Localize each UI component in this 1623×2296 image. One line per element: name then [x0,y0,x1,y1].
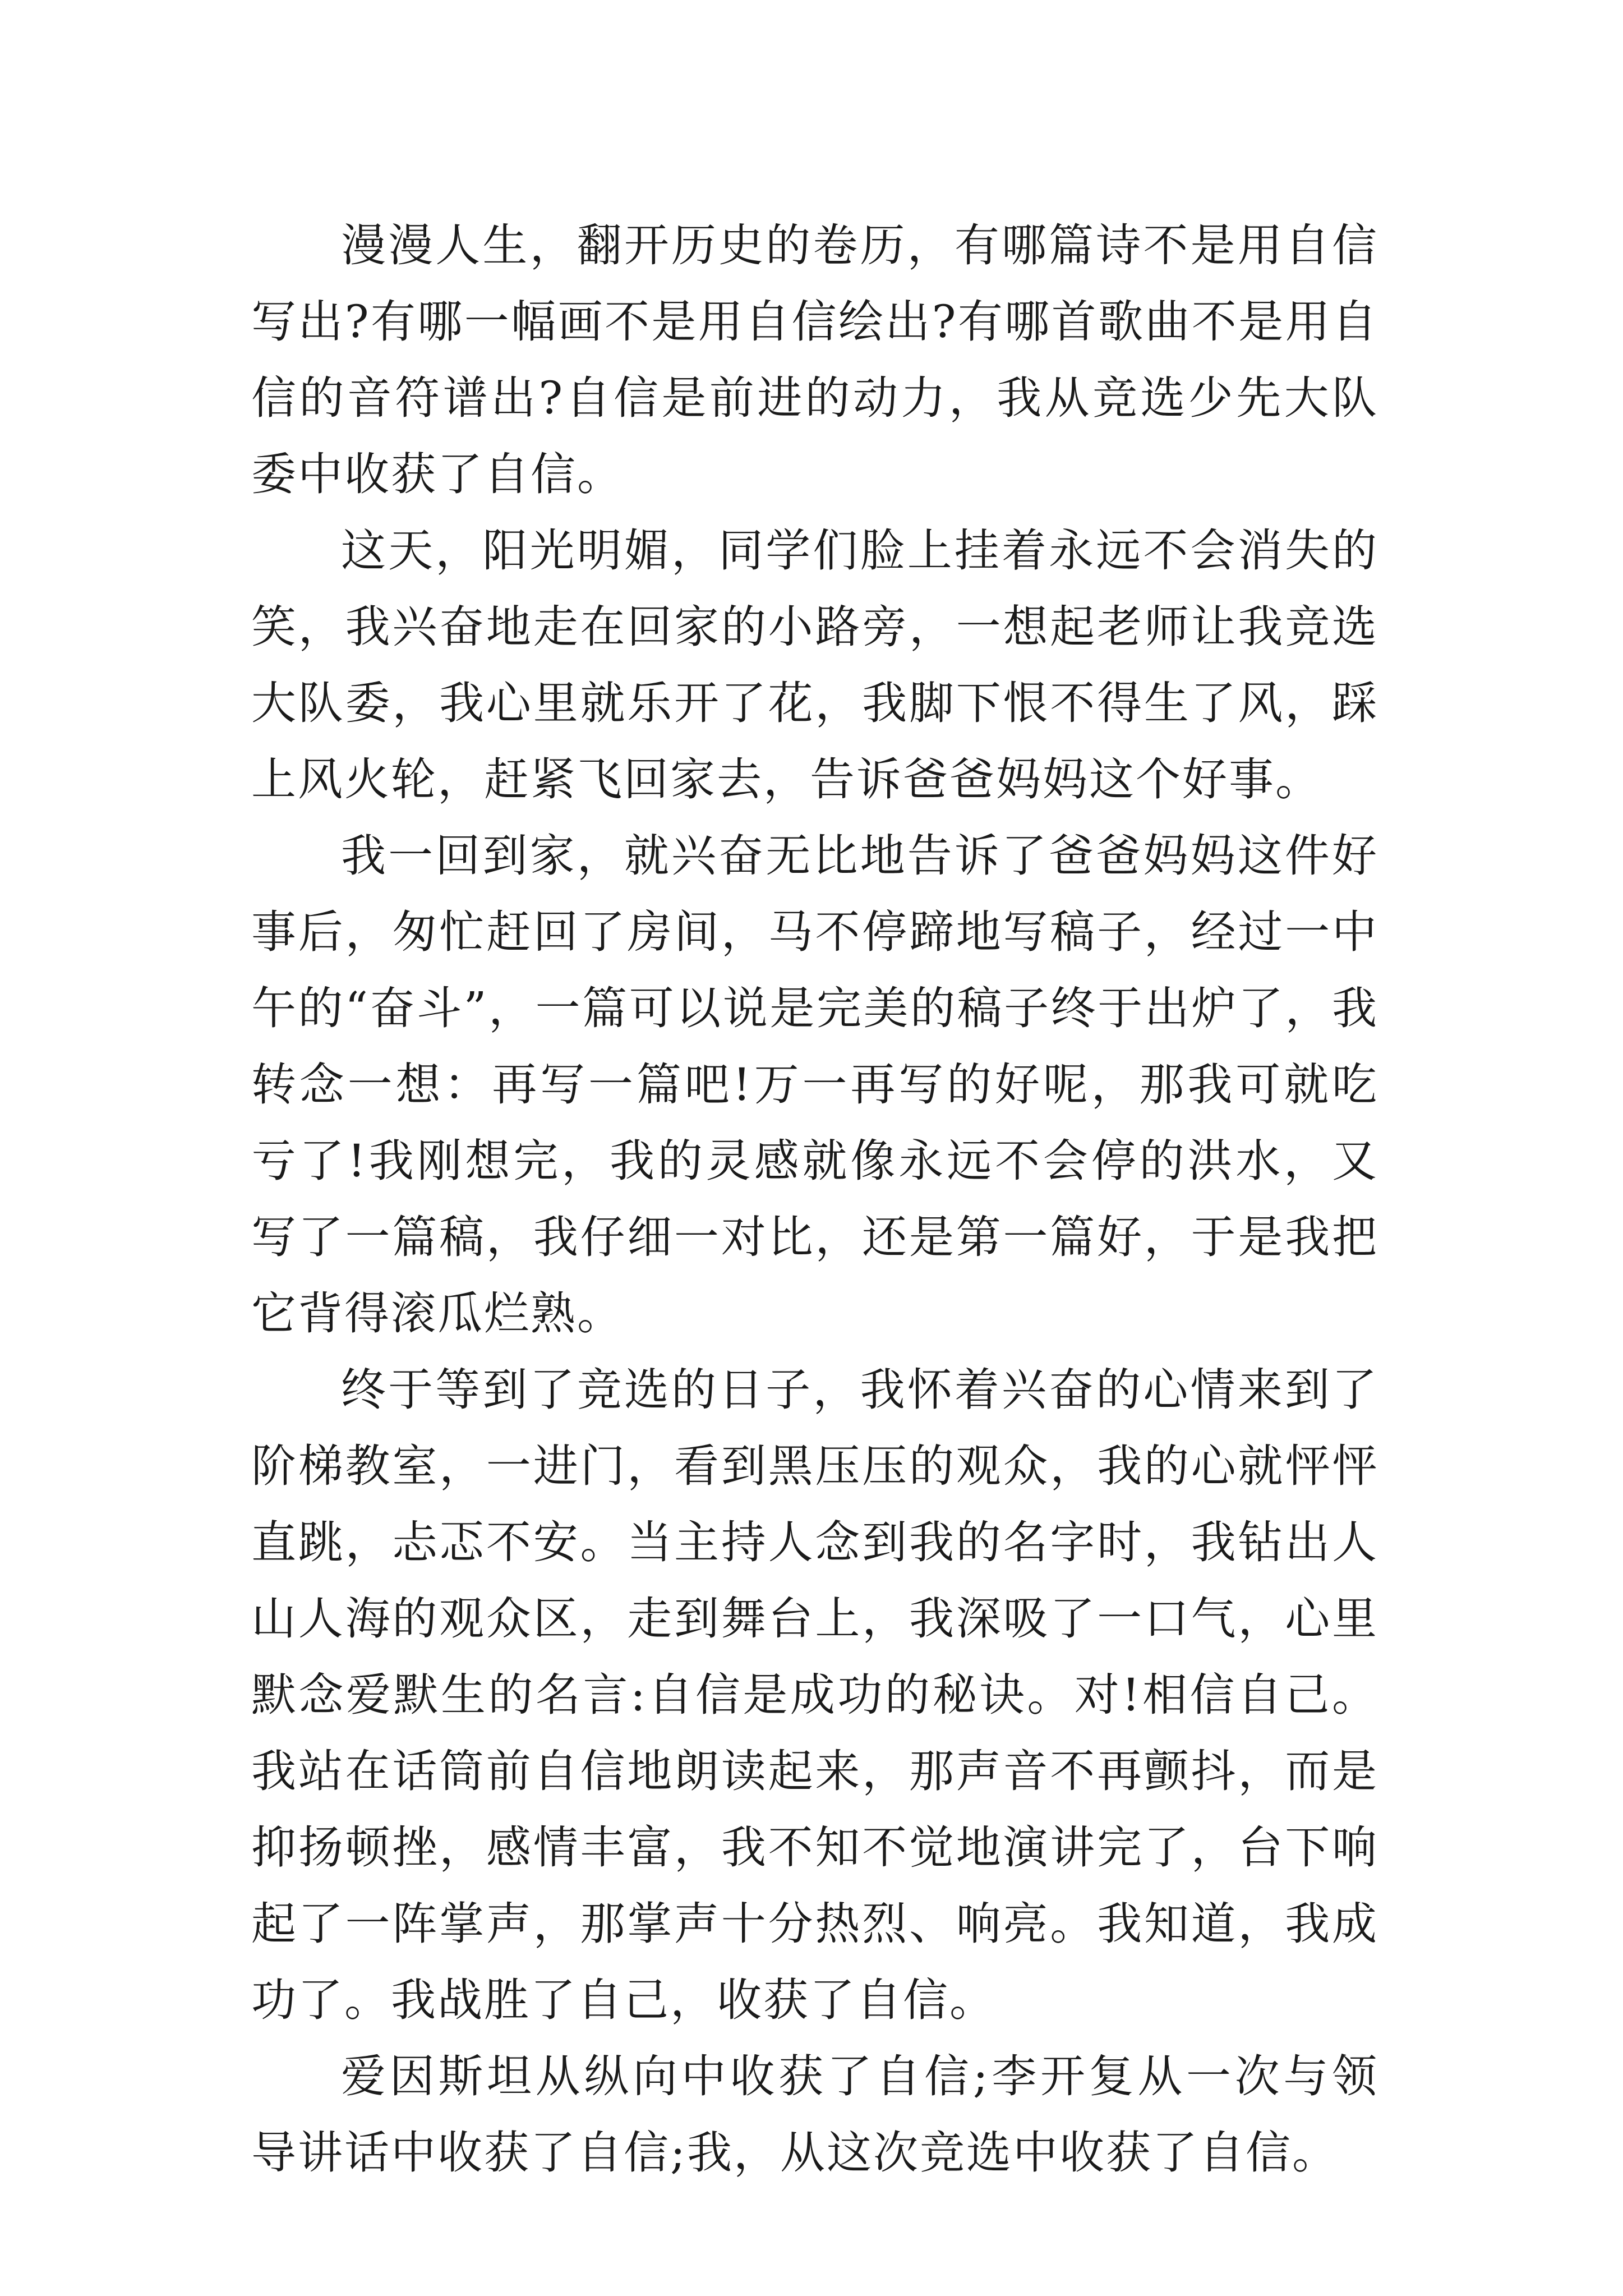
paragraph-4: 终于等到了竞选的日子，我怀着兴奋的心情来到了阶梯教室，一进门，看到黑压压的观众，我的心就怦怦直跳，忐忑不安。当主持人念到我的名字时，我钻出人山人海的观众区，走到舞台上，我深吸了一口气，心里默念爱默生的名言:自信是成功的秘诀。对!相信自己。我站在话筒前自信地朗读起来，那声音不再颤抖，而是抑扬顿挫，感情丰富，我不知不觉地演讲完了，台下响起了一阵掌声，那掌声十分热烈、响亮。我知道，我成功了。我战胜了自己，收获了自信。 [251,1364,1378,2026]
paragraph-2: 这天，阳光明媚，同学们脸上挂着永远不会消失的笑，我兴奋地走在回家的小路旁，一想起老师让我竞选大队委，我心里就乐开了花，我脚下恨不得生了风，踩上风火轮，赶紧飞回家去，告诉爸爸妈妈这个好事。 [251,524,1378,806]
document-body [251,208,1378,2191]
paragraph-5: 爱因斯坦从纵向中收获了自信;李开复从一次与领导讲话中收获了自信;我，从这次竞选中收获了自信。 [251,2050,1378,2179]
paragraph-1: 漫漫人生，翻开历史的卷历，有哪篇诗不是用自信写出?有哪一幅画不是用自信绘出?有哪首歌曲不是用自信的音符谱出?自信是前进的动力，我从竞选少先大队委中收获了自信。 [251,219,1378,500]
paragraph-3: 我一回到家，就兴奋无比地告诉了爸爸妈妈这件好事后，匆忙赶回了房间，马不停蹄地写稿子，经过一中午的“奋斗”，一篇可以说是完美的稿子终于出炉了，我转念一想：再写一篇吧!万一再写的好呢，那我可就吃亏了!我刚想完，我的灵感就像永远不会停的洪水，又写了一篇稿，我仔细一对比，还是第一篇好，于是我把它背得滚瓜烂熟。 [251,830,1378,1340]
